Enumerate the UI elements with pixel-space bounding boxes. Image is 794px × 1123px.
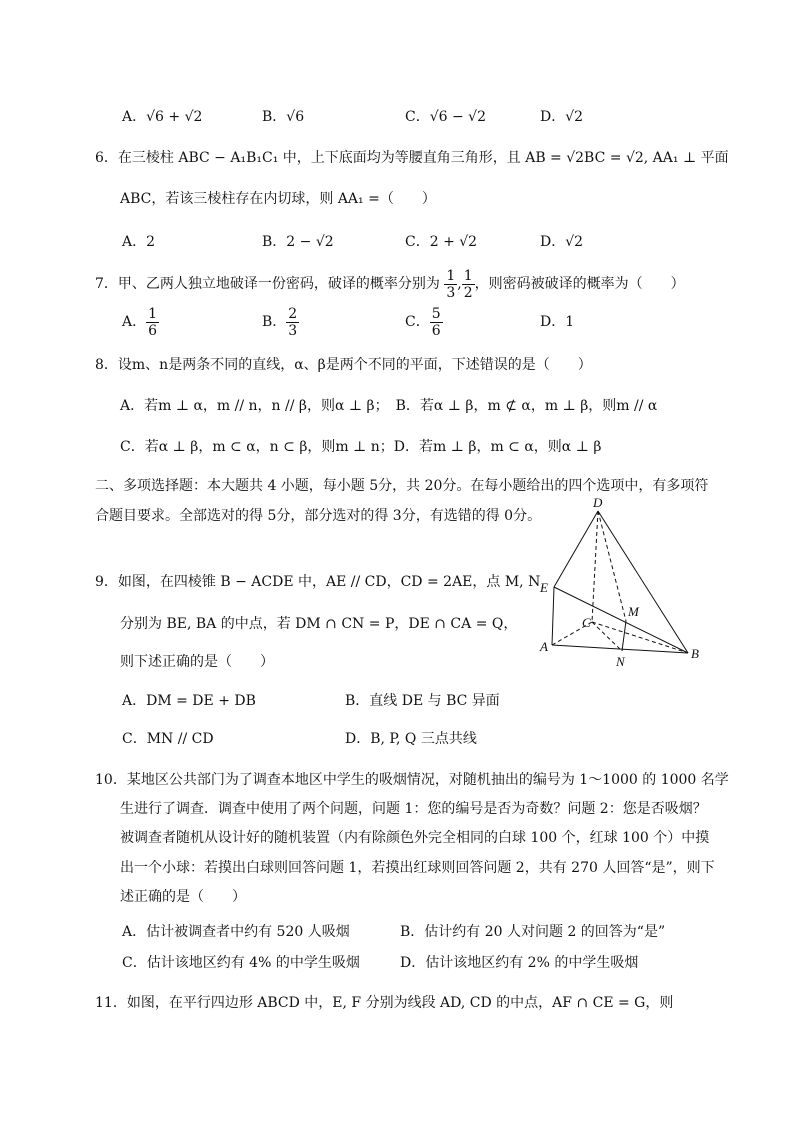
segment-mn bbox=[622, 621, 626, 651]
label-c: C bbox=[582, 615, 591, 630]
q8-options-cd: C．若α ⊥ β，m ⊂ α，n ⊂ β，则m ⊥ n；D．若m ⊥ β，m ⊂ α，则α ⊥ β bbox=[120, 439, 602, 455]
q10-stem-line2: 生进行了调查．调查中使用了两个问题，问题 1：您的编号是否为奇数？问题 2：您是否吸烟？ bbox=[120, 801, 707, 817]
q7-frac-2: $\frac{1}{2}$ bbox=[463, 267, 473, 301]
q8-options-ab: A．若m ⊥ α，m // n，n // β，则α ⊥ β； B．若α ⊥ β，m ⊄ α，m ⊥ β，则m // α bbox=[120, 398, 658, 414]
edge-eb bbox=[554, 587, 688, 653]
label-e: E bbox=[540, 580, 548, 595]
q10-option-d: D．估计该地区约有 2% 的中学生吸烟 bbox=[400, 955, 639, 971]
label-m: M bbox=[628, 604, 639, 619]
q7-option-c: C． $\frac{5}{6}$ bbox=[405, 305, 441, 339]
q10-stem-line3: 被调查者随机从设计好的随机装置（内有除颜色外完全相同的白球 100 个，红球 100 个）中摸 bbox=[120, 830, 710, 846]
q10-option-b: B．估计约有 20 人对问题 2 的回答为“是” bbox=[400, 924, 666, 940]
q9-stem-line2: 分别为 BE, BA 的中点，若 DM ∩ CN = P，DE ∩ CA = Q， bbox=[120, 616, 518, 632]
edge-ea bbox=[552, 587, 554, 645]
q6-option-c: C．2 + √2 bbox=[405, 234, 478, 250]
q10-stem-line4: 出一个小球：若摸出白球则回答问题 1，若摸出红球则回答问题 2，共有 270 人回答“是”，则下 bbox=[120, 860, 715, 876]
label-d: D bbox=[593, 495, 603, 510]
q10-stem-line5: 述正确的是（ ） bbox=[120, 889, 246, 905]
q9-option-d: D．B, P, Q 三点共线 bbox=[345, 731, 477, 747]
q6-stem-line2: ABC，若该三棱柱存在内切球，则 AA₁ =（ ） bbox=[120, 191, 436, 207]
q8-stem: 8．设m、n是两条不同的直线，α、β是两个不同的平面，下述错误的是（ ） bbox=[95, 357, 592, 373]
q5-option-c: C．√6 − √2 bbox=[405, 109, 487, 125]
section2-line2: 合题目要求。全部选对的得 5分，部分选对的得 3分，有选错的得 0分。 bbox=[95, 508, 542, 524]
pyramid-figure bbox=[530, 495, 710, 670]
q7-option-b: B． $\frac{2}{3}$ bbox=[262, 305, 298, 339]
q6-option-b: B．2 − √2 bbox=[262, 234, 334, 250]
q7-option-a: A． $\frac{1}{6}$ bbox=[122, 305, 158, 339]
q10-option-a: A．估计被调查者中约有 520 人吸烟 bbox=[122, 924, 350, 940]
q9-option-c: C．MN // CD bbox=[122, 731, 214, 747]
q9-option-b: B．直线 DE 与 BC 异面 bbox=[345, 693, 500, 709]
label-b: B bbox=[691, 646, 699, 661]
segment-dm bbox=[598, 511, 626, 621]
q7-option-d: D．1 bbox=[540, 314, 575, 330]
q6-option-a: A．2 bbox=[122, 234, 156, 250]
q7-stem: 7．甲、乙两人独立地破译一份密码，破译的概率分别为 $\frac{1}{3}$ , $\frac{1}{2}$ ，则密码被破译的概率为（ ） bbox=[95, 267, 685, 301]
q9-stem-line3: 则下述正确的是（ ） bbox=[120, 654, 274, 670]
edge-de bbox=[554, 511, 598, 587]
q5-option-b: B．√6 bbox=[262, 109, 305, 125]
q6-stem-line1: 6．在三棱柱 ABC − A₁B₁C₁ 中，上下底面均为等腰直角三角形，且 AB = √2BC = √2, AA₁ ⊥ 平面 bbox=[95, 150, 729, 166]
edge-db bbox=[598, 511, 688, 653]
q5-option-a: A．√6 + √2 bbox=[122, 109, 203, 125]
label-a: A bbox=[540, 639, 548, 654]
label-n: N bbox=[616, 654, 625, 669]
section2-line1: 二、多项选择题：本大题共 4 小题，每小题 5分，共 20分。在每小题给出的四个选项中，有多项符 bbox=[95, 478, 709, 494]
q6-option-d: D．√2 bbox=[540, 234, 584, 250]
q9-option-a: A．DM = DE + DB bbox=[122, 693, 256, 709]
edge-dc bbox=[592, 511, 598, 622]
q5-option-d: D．√2 bbox=[540, 109, 584, 125]
q10-option-c: C．估计该地区约有 4% 的中学生吸烟 bbox=[122, 955, 360, 971]
q9-stem-line1: 9．如图，在四棱锥 B − ACDE 中，AE // CD，CD = 2AE，点 M, N bbox=[95, 574, 541, 590]
q10-stem-line1: 10．某地区公共部门为了调查本地区中学生的吸烟情况，对随机抽出的编号为 1～1000 的 1000 名学 bbox=[95, 772, 729, 788]
q11-stem-line1: 11．如图，在平行四边形 ABCD 中，E, F 分别为线段 AD, CD 的中点，AF ∩ CE = G，则 bbox=[95, 995, 674, 1011]
q7-frac-1: $\frac{1}{3}$ bbox=[446, 267, 456, 301]
